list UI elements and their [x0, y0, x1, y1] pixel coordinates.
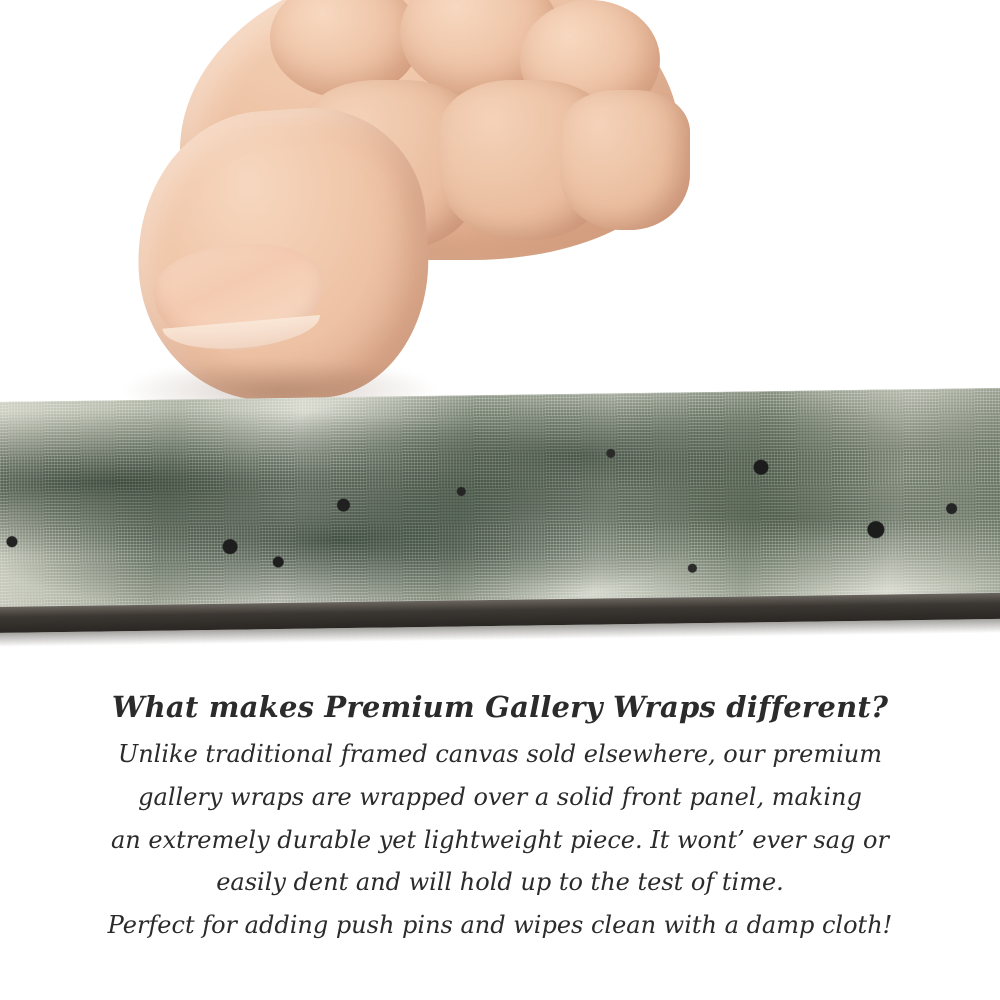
caption-final-line: Perfect for adding push pins and wipes clean with a damp cloth!: [107, 911, 893, 939]
caption-body: [0, 740, 1000, 941]
caption-line-3: an extremely durable yet lightweight piece. It wont’ ever sag or: [111, 825, 889, 854]
caption-line-1: Unlike traditional framed canvas sold elsewhere, our premium: [117, 740, 882, 768]
premium-gallery-wrap-edge: [0, 388, 1000, 647]
caption-line-2: gallery wraps are wrapped over a solid front panel, making: [138, 782, 862, 811]
canvas-speckles: [0, 388, 1000, 607]
caption-title: What makes Premium Gallery Wraps different?: [111, 690, 889, 724]
caption-block: [0, 690, 1000, 941]
finger-three: [560, 90, 690, 230]
caption-line-4: easily dent and will hold up to the test of time.: [216, 868, 784, 897]
